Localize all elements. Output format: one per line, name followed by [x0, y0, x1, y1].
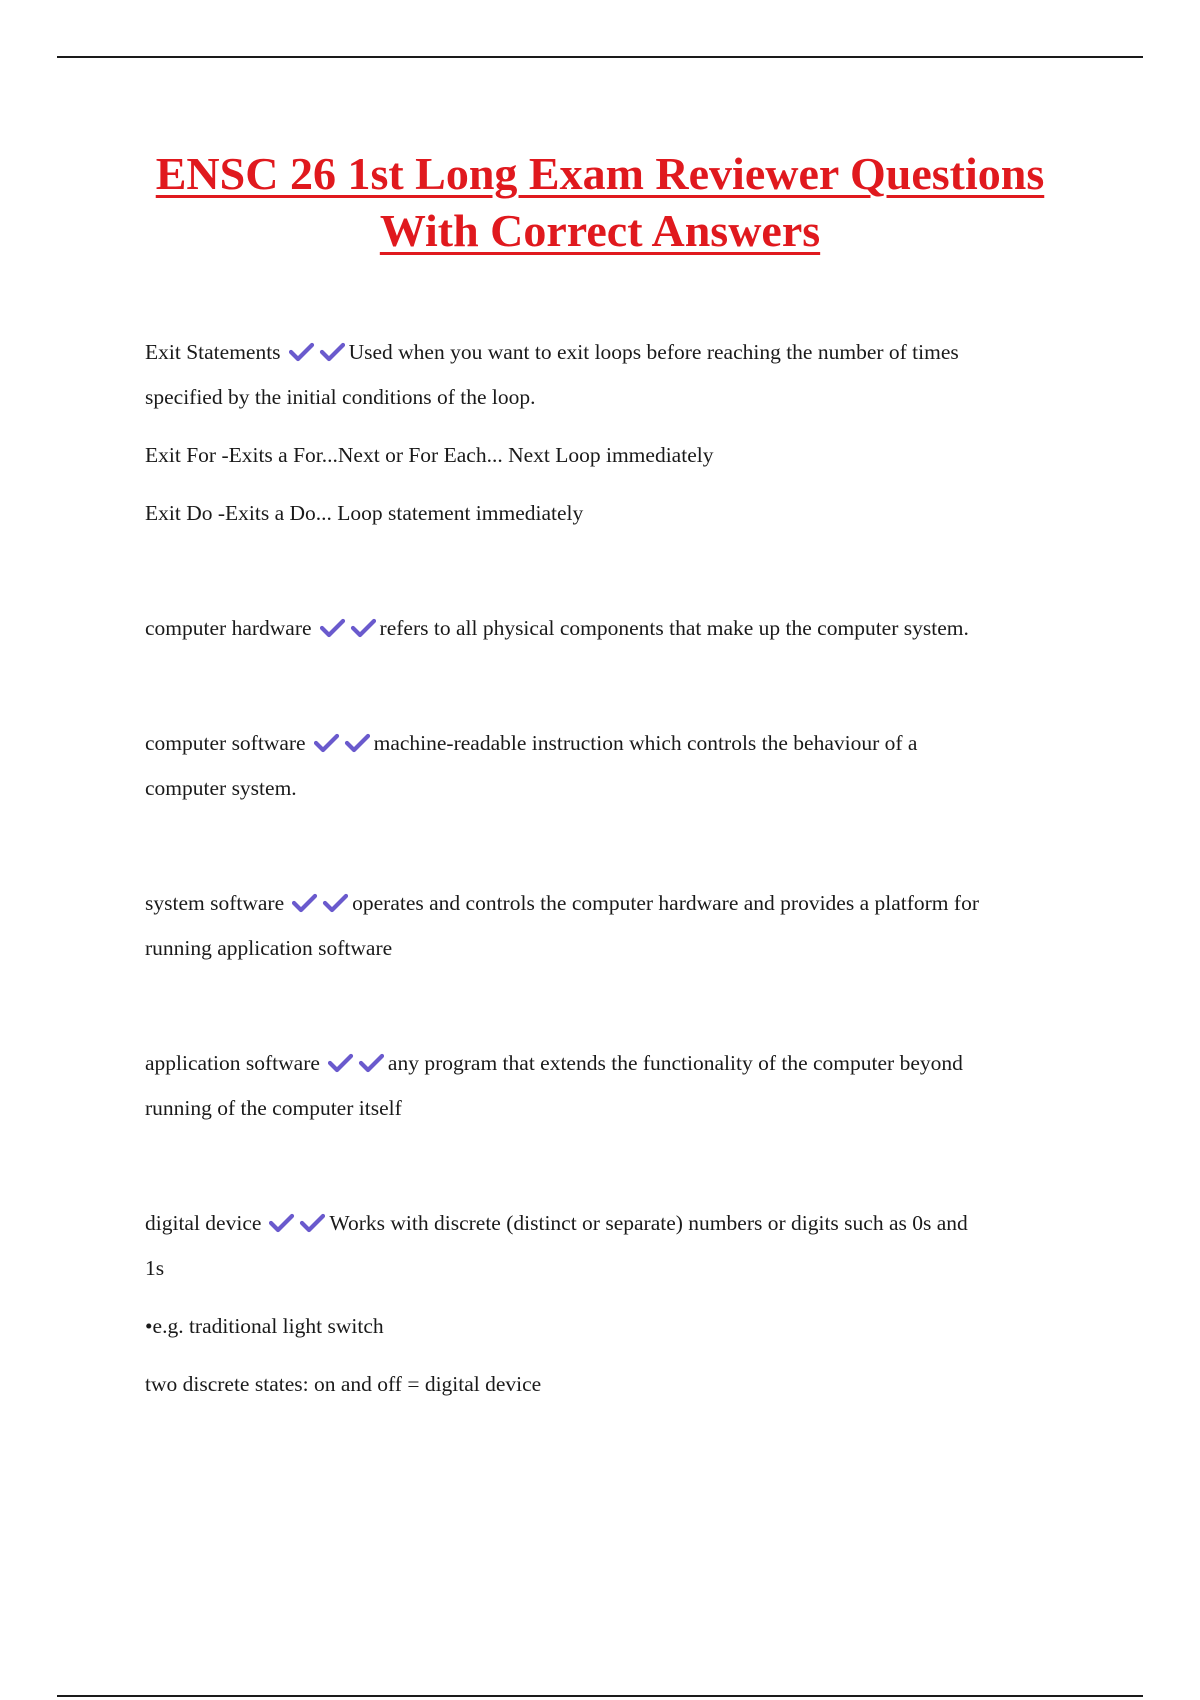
double-check-icon	[292, 893, 348, 913]
definition: any program that extends the functionality of the computer beyond	[387, 1051, 963, 1075]
definition: Used when you want to exit loops before reaching the number of times	[348, 340, 959, 364]
check-icon	[302, 1216, 323, 1230]
check-icon	[347, 736, 368, 750]
definition: Works with discrete (distinct or separate) numbers or digits such as 0s and	[329, 1211, 968, 1235]
check-icon	[316, 736, 337, 750]
title-line-1: ENSC 26 1st Long Exam Reviewer Questions	[155, 148, 1045, 199]
term: digital device	[145, 1211, 262, 1235]
title-line-2: With Correct Answers	[379, 205, 821, 256]
qa-line	[145, 1201, 1085, 1246]
bottom-divider	[57, 1695, 1143, 1697]
check-icon	[291, 345, 312, 359]
definition-continued: running of the computer itself	[145, 1096, 402, 1120]
double-check-icon	[314, 733, 370, 753]
qa-entry-digital-device	[145, 1201, 1085, 1407]
term: application software	[145, 1051, 320, 1075]
term: Exit Statements	[145, 340, 281, 364]
definition-continued: computer system.	[145, 776, 297, 800]
qa-line	[145, 881, 1085, 926]
definition: operates and controls the computer hardware and provides a platform for	[352, 891, 979, 915]
top-divider	[57, 56, 1143, 58]
definition-continued: 1s	[145, 1256, 165, 1280]
qa-list	[145, 330, 1085, 1407]
check-icon	[361, 1056, 382, 1070]
document-title	[60, 145, 1140, 259]
definition: machine-readable instruction which controls the behaviour of a	[373, 731, 918, 755]
qa-line	[145, 606, 1085, 651]
term: computer hardware	[145, 616, 312, 640]
double-check-icon	[289, 342, 345, 362]
term: computer software	[145, 731, 306, 755]
definition-continued: specified by the initial conditions of the loop.	[145, 385, 536, 409]
check-icon	[271, 1216, 292, 1230]
qa-entry-application-software	[145, 1041, 1085, 1131]
qa-line	[145, 330, 1085, 375]
extra-note: two discrete states: on and off = digital device	[145, 1372, 542, 1396]
qa-line	[145, 1041, 1085, 1086]
qa-entry-system-software	[145, 881, 1085, 971]
definition: refers to all physical components that make up the computer system.	[379, 616, 969, 640]
check-icon	[330, 1056, 351, 1070]
qa-entry-exit-statements	[145, 330, 1085, 536]
check-icon	[325, 896, 346, 910]
term: system software	[145, 891, 285, 915]
check-icon	[322, 621, 343, 635]
check-icon	[322, 345, 343, 359]
check-icon	[294, 896, 315, 910]
double-check-icon	[320, 618, 376, 638]
definition-continued: running application software	[145, 936, 393, 960]
extra-note: Exit Do -Exits a Do... Loop statement immediately	[145, 501, 584, 525]
check-icon	[353, 621, 374, 635]
qa-entry-computer-software	[145, 721, 1085, 811]
extra-note: •e.g. traditional light switch	[145, 1314, 384, 1338]
double-check-icon	[328, 1053, 384, 1073]
qa-line	[145, 721, 1085, 766]
double-check-icon	[269, 1213, 325, 1233]
extra-note: Exit For -Exits a For...Next or For Each... Next Loop immediately	[145, 443, 714, 467]
qa-entry-computer-hardware	[145, 606, 1085, 651]
